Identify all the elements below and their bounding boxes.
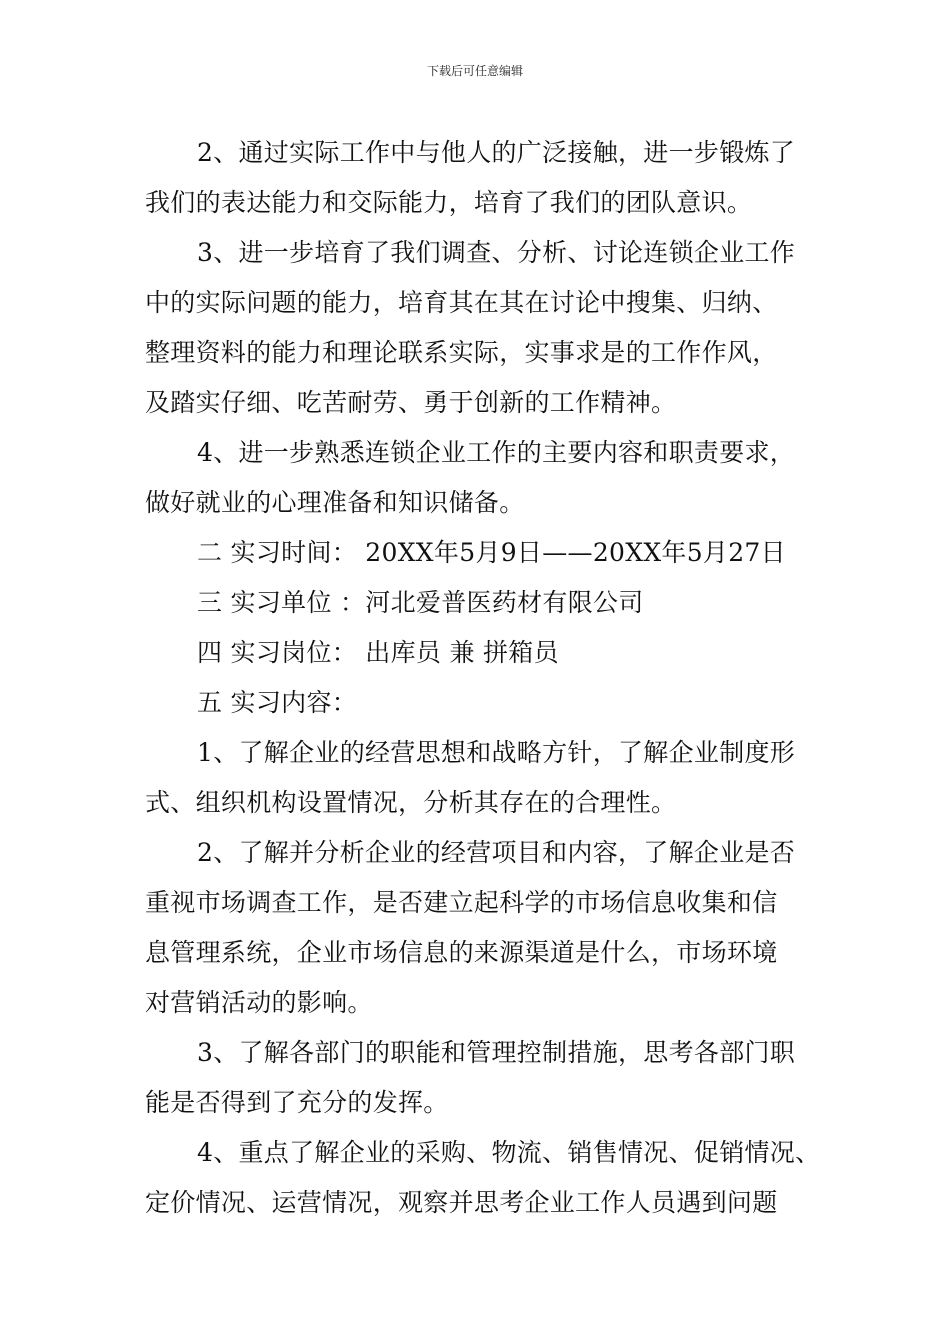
text-line: 2、了解并分析企业的经营项目和内容，了解企业是否 [197,838,796,867]
text-line: 中的实际问题的能力，培育其在其在讨论中搜集、归纳、 [145,288,778,317]
text-line: 重视市场调查工作，是否建立起科学的市场信息收集和信 [145,888,778,917]
page-header: 下载后可任意编辑 [426,64,523,78]
text-line: 整理资料的能力和理论联系实际，实事求是的工作作风， [145,338,778,367]
text-line: 1、了解企业的经营思想和战略方针，了解企业制度形 [197,738,796,767]
text-line: 三 实习单位 ：河北爱普医药材有限公司 [197,588,644,617]
text-line: 3、了解各部门的职能和管理控制措施，思考各部门职 [197,1038,796,1067]
text-line: 式、组织机构设置情况，分析其存在的合理性。 [145,788,677,817]
text-line: 对营销活动的影响。 [145,988,373,1017]
text-line: 能是否得到了充分的发挥。 [145,1088,449,1117]
text-line: 二 实习时间： 20XX年5月9日——20XX年5月27日 [197,538,786,567]
text-line: 五 实习内容： [197,688,358,717]
text-line: 四 实习岗位： 出库员 兼 拼箱员 [197,638,559,667]
text-line: 我们的表达能力和交际能力，培育了我们的团队意识。 [145,188,753,217]
text-line: 2、通过实际工作中与他人的广泛接触，进一步锻炼了 [197,138,796,167]
text-line: 及踏实仔细、吃苦耐劳、勇于创新的工作精神。 [145,388,677,417]
text-line: 3、进一步培育了我们调查、分析、讨论连锁企业工作 [197,238,796,267]
text-line: 定价情况、运营情况，观察并思考企业工作人员遇到问题 [145,1188,778,1217]
text-line: 4、进一步熟悉连锁企业工作的主要内容和职责要求， [197,438,796,467]
text-line: 4、重点了解企业的采购、物流、销售情况、促销情况、 [197,1138,821,1167]
text-line: 息管理系统，企业市场信息的来源渠道是什么，市场环境 [145,938,778,967]
document-body [145,128,825,1228]
text-line: 做好就业的心理准备和知识储备。 [145,488,525,517]
